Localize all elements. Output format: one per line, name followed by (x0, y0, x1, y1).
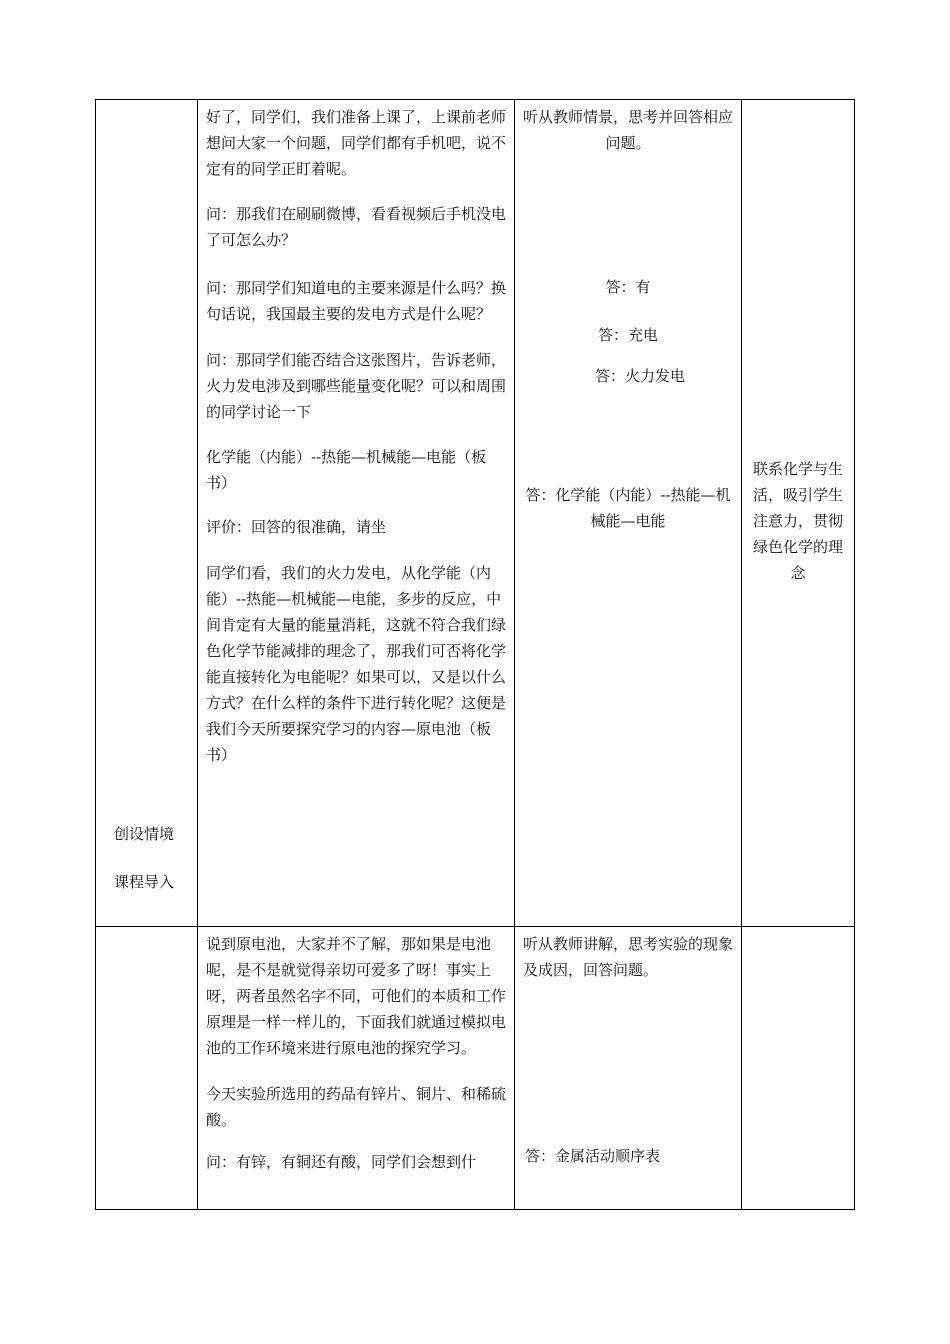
purpose-cell (742, 100, 855, 927)
teacher-paragraph: 同学们看，我们的火力发电，从化学能（内能）--热能—机械能—电能，多步的反应，中间肯定有大量的能量消耗，这就不符合我们绿色化学节能减排的理念了，那我们可否将化学能直接转化为电能呢？如果可以，又是以什么方式？在什么样的条件下进行转化呢？这便是我们今天所要探究学习的内容—原电池（板书） (206, 564, 507, 764)
teacher-activity-cell (198, 927, 515, 1210)
teacher-paragraph: 评价：回答的很准确，请坐 (206, 518, 387, 536)
stage-label: 创设情境 课程导入 (114, 825, 175, 891)
student-answer: 答：火力发电 (594, 367, 685, 385)
student-intro: 听从教师讲解，思考实验的现象及成因，回答问题。 (523, 935, 734, 979)
student-activity-cell (515, 927, 742, 1210)
student-activity-cell (515, 100, 742, 927)
stage-cell (96, 927, 198, 1210)
table-row (96, 927, 855, 1210)
teacher-paragraph: 化学能（内能）--热能—机械能—电能（板书） (206, 448, 487, 492)
student-answer: 答：充电 (597, 326, 658, 344)
teacher-paragraph: 好了，同学们，我们准备上课了，上课前老师想问大家一个问题，同学们都有手机吧，说不定有的同学正盯着呢。 (206, 108, 507, 178)
design-purpose: 联系化学与生活，吸引学生注意力，贯彻绿色化学的理念 (752, 460, 843, 582)
teacher-paragraph: 今天实验所选用的药品有锌片、铜片、和稀硫酸。 (206, 1085, 507, 1129)
table-row (96, 100, 855, 927)
student-answer: 答：有 (605, 278, 651, 296)
purpose-cell (742, 927, 855, 1210)
lesson-plan-table (95, 99, 855, 1210)
student-answer: 答：金属活动顺序表 (525, 1147, 661, 1165)
stage-cell (96, 100, 198, 927)
teacher-paragraph: 问：有锌，有铜还有酸，同学们会想到什 (206, 1153, 477, 1171)
teacher-paragraph: 说到原电池，大家并不了解，那如果是电池呢，是不是就觉得亲切可爱多了呀！事实上呀，两者虽然名字不同，可他们的本质和工作原理是一样一样儿的，下面我们就通过模拟电池的工作环境来进行原电池的探究学习。 (206, 935, 507, 1057)
teacher-paragraph: 问：那同学们知道电的主要来源是什么吗？换句话说，我国最主要的发电方式是什么呢？ (206, 279, 507, 323)
teacher-activity-cell (198, 100, 515, 927)
student-intro: 听从教师情景，思考并回答相应问题。 (523, 108, 734, 152)
teacher-paragraph: 问：那我们在刷刷微博，看看视频后手机没电了可怎么办？ (206, 205, 507, 249)
student-answer: 答：化学能（内能）--热能—机械能—电能 (525, 486, 731, 530)
teacher-paragraph: 问：那同学们能否结合这张图片，告诉老师，火力发电涉及到哪些能量变化呢？可以和周围的同学讨论一下 (206, 351, 507, 421)
